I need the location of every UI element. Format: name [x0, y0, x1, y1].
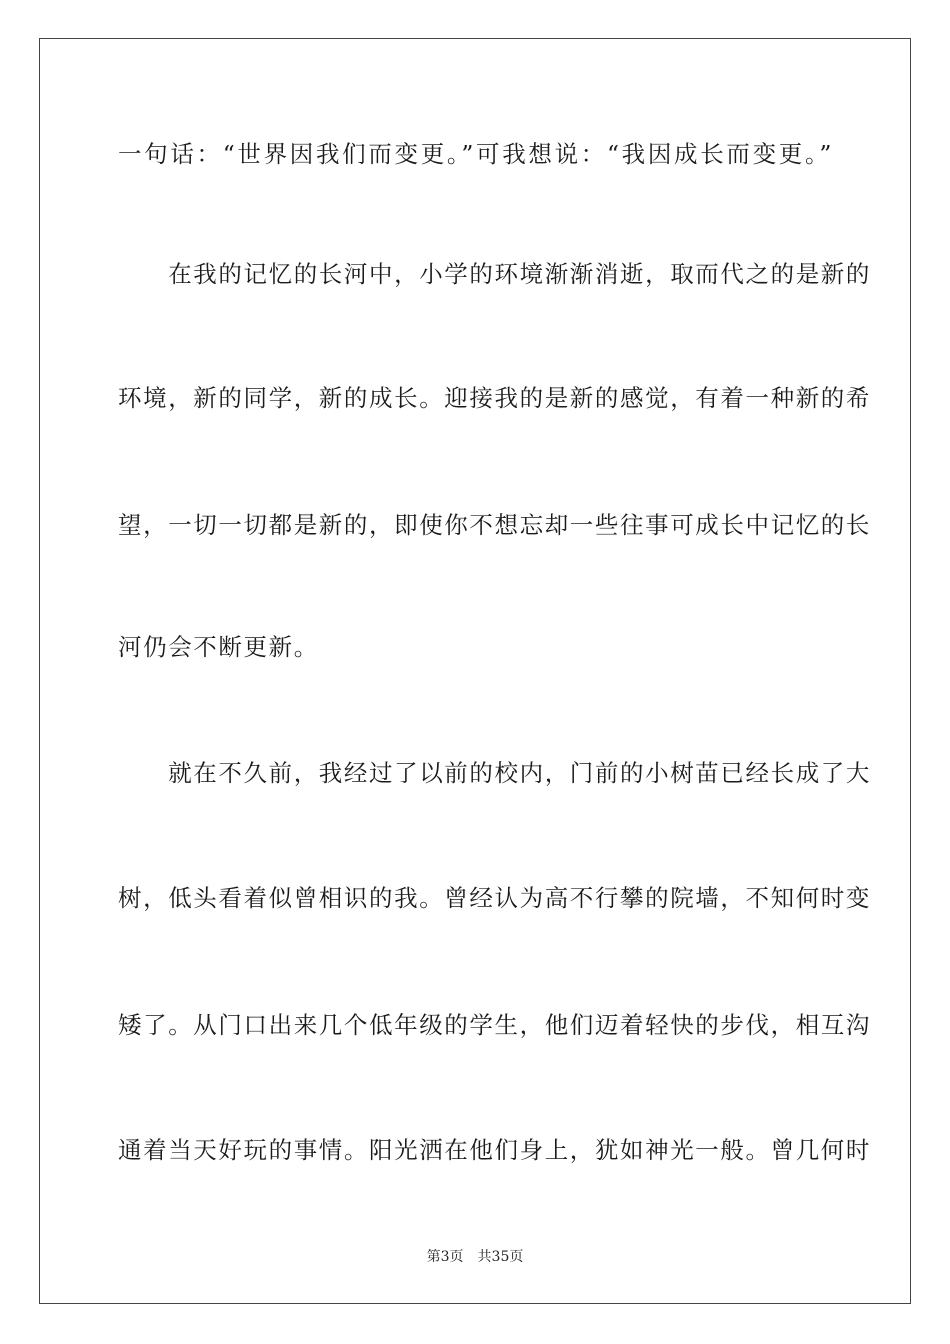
body-line-9: 通着当天好玩的事情。阳光洒在他们身上，犹如神光一般。曾几何时 — [118, 1136, 871, 1164]
page-footer — [0, 1248, 950, 1266]
body-line-3: 环境，新的同学，新的成长。迎接我的是新的感觉，有着一种新的希 — [118, 384, 871, 412]
body-line-6: 就在不久前，我经过了以前的校内，门前的小树苗已经长成了大 — [118, 759, 871, 787]
body-line-1: 一句话：“世界因我们而变更。”可我想说：“我因成长而变更。” — [118, 140, 833, 168]
page-number: 第3页 — [426, 1249, 464, 1265]
body-line-2: 在我的记忆的长河中，小学的环境渐渐消逝，取而代之的是新的 — [118, 260, 871, 288]
body-line-7: 树，低头看着似曾相识的我。曾经认为高不行攀的院墙，不知何时变 — [118, 884, 871, 912]
body-line-5: 河仍会不断更新。 — [118, 633, 319, 661]
page-frame — [39, 38, 911, 1304]
body-line-8: 矮了。从门口出来几个低年级的学生，他们迈着轻快的步伐，相互沟 — [118, 1011, 871, 1039]
page-total: 共35页 — [477, 1249, 524, 1265]
body-line-4: 望，一切一切都是新的，即使你不想忘却一些往事可成长中记忆的长 — [118, 511, 871, 539]
